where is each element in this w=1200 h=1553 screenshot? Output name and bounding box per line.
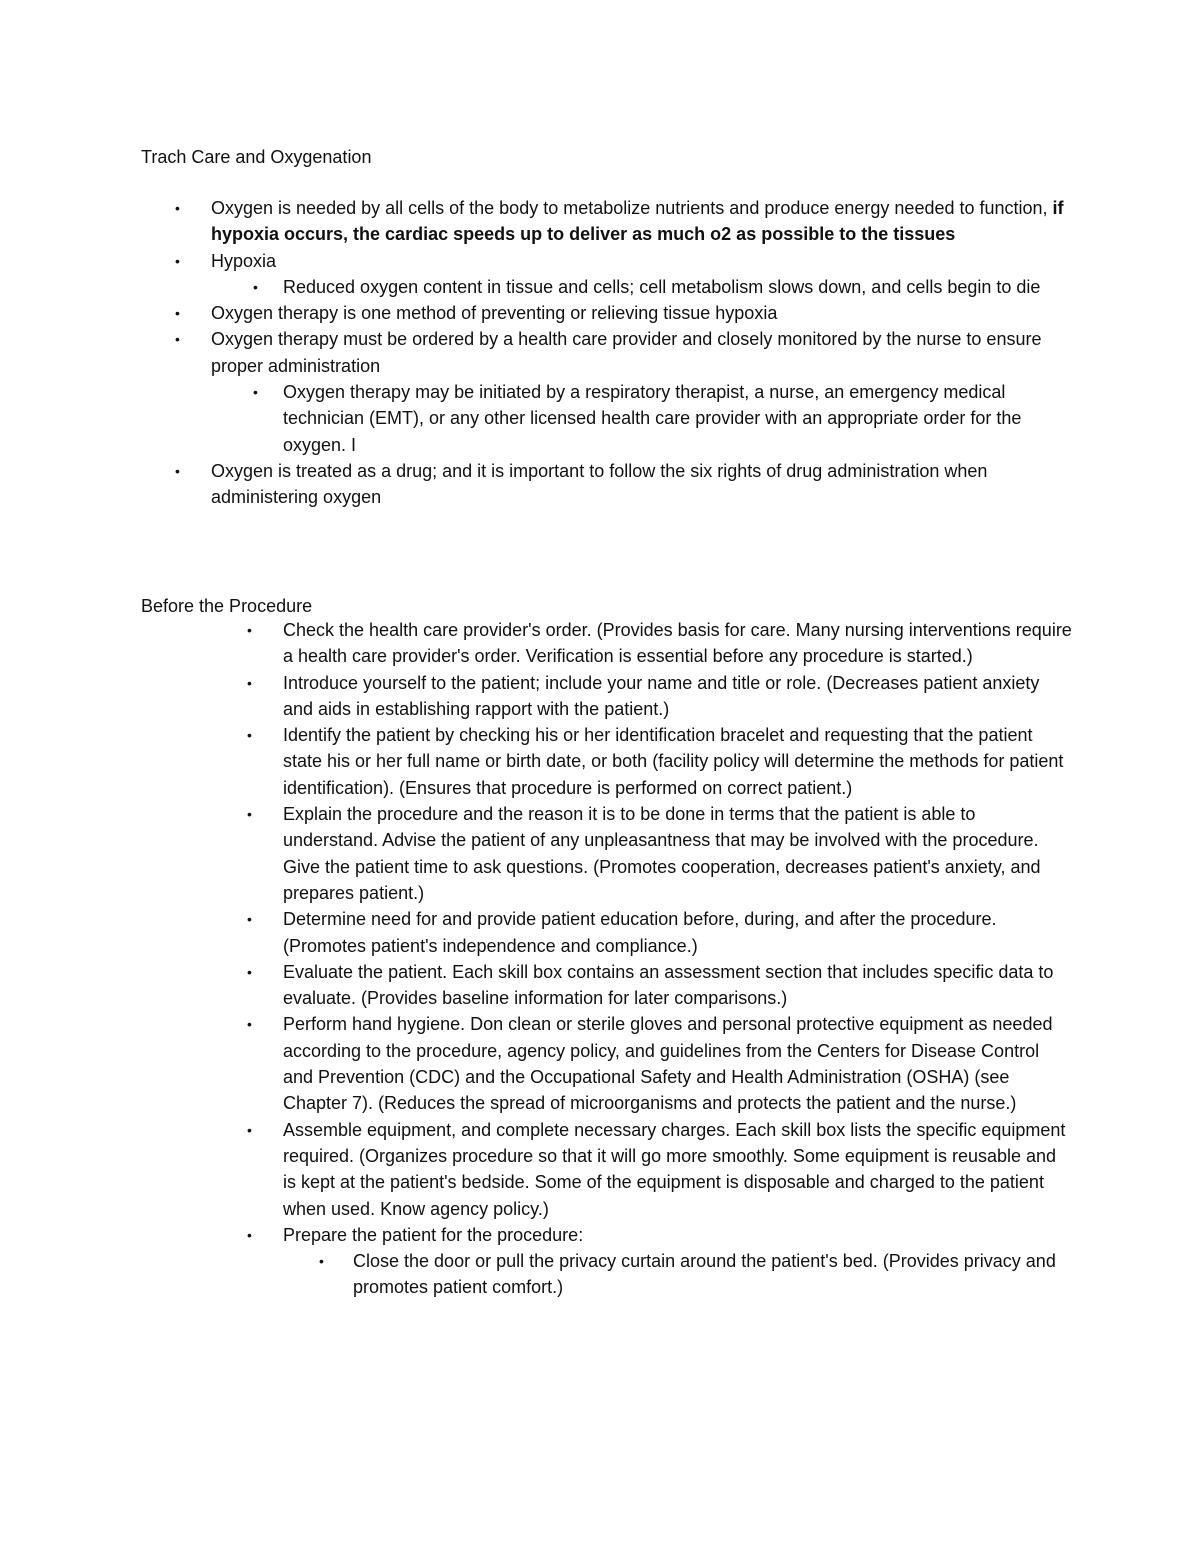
hypoxia-sub-list	[253, 274, 1071, 300]
list-item-text: Assemble equipment, and complete necessary charges. Each skill box lists the specific equipment required. (Organizes procedure so that it will go more smoothly. Some equipment is reusable and is kept at the patient's bedside. Some of the equipment is disposable and charged to the patient when used. Know agency policy.)	[283, 1119, 1066, 1219]
section-heading: Before the Procedure	[141, 596, 313, 616]
bullet-icon: •	[253, 384, 258, 401]
sub-list-item-text: Close the door or pull the privacy curtain around the patient's bed. (Provides privacy and promotes patient comfort.)	[353, 1251, 1056, 1298]
procedure-bullet-list	[247, 617, 1073, 1301]
sub-list-item	[253, 274, 1071, 300]
bullet-icon: •	[175, 200, 180, 216]
list-item-text: Hypoxia	[211, 250, 277, 271]
bullet-icon: •	[175, 305, 180, 322]
list-item-text: Perform hand hygiene. Don clean or sterile gloves and personal protective equipment as needed according to the procedure, agency policy, and guidelines from the Centers for Disease Control and Prevention (CDC) and the Occupational Safety and Health Administration (OSHA) (see Chapter 7). (Reduces the spread of microorganisms and protects the patient and the nurse.)	[283, 1014, 1053, 1114]
sub-list-item-text: Reduced oxygen content in tissue and cells; cell metabolism slows down, and cells begin to die	[283, 276, 1041, 297]
list-item	[175, 195, 1071, 248]
sub-list-item	[253, 379, 1071, 458]
list-item-text: Determine need for and provide patient education before, during, and after the procedure. (Promotes patient's independence and compliance.)	[283, 909, 997, 956]
bullet-icon: •	[247, 622, 252, 638]
list-item-text: Explain the procedure and the reason it is to be done in terms that the patient is able to understand. Advise the patient of any unpleasantness that may be involved with the procedure. Give the patient time to ask questions. (Promotes cooperation, decreases patient's anxiety, and prepares patient.)	[283, 804, 1041, 903]
list-item	[175, 326, 1071, 457]
bullet-icon: •	[247, 806, 252, 823]
sub-list-item-text: Oxygen therapy may be initiated by a respiratory therapist, a nurse, an emergency medical technician (EMT), or any other licensed health care provider with an appropriate order for the oxygen. I	[283, 382, 1022, 455]
list-item-text: Oxygen is treated as a drug; and it is important to follow the six rights of drug administration when administering oxygen	[211, 460, 988, 508]
list-item-text: Oxygen therapy is one method of preventing or relieving tissue hypoxia	[211, 303, 778, 324]
list-item-text: Introduce yourself to the patient; include your name and title or role. (Decreases patient anxiety and aids in establishing rapport with the patient.)	[283, 672, 1040, 719]
oxygen-therapy-sub-list	[253, 379, 1071, 458]
list-item	[175, 248, 1071, 301]
bullet-icon: •	[247, 911, 252, 928]
prepare-patient-sub-list	[319, 1248, 1073, 1301]
list-item	[247, 1011, 1073, 1116]
list-item	[247, 959, 1073, 1012]
bullet-icon: •	[175, 462, 180, 479]
bullet-icon: •	[247, 1226, 252, 1243]
document-title: Trach Care and Oxygenation	[141, 147, 372, 167]
bullet-icon: •	[247, 727, 252, 744]
list-item	[247, 617, 1073, 670]
oxygenation-bullet-list	[175, 195, 1071, 511]
list-item-text: Check the health care provider's order. (Provides basis for care. Many nursing interventions require a health care provider's order. Verification is essential before any procedure is started.)	[283, 620, 1072, 667]
list-item	[175, 300, 1071, 326]
bullet-icon: •	[175, 331, 180, 348]
list-item-text: Oxygen is needed by all cells of the body to metabolize nutrients and produce energy needed to function,	[211, 198, 1053, 218]
list-item	[247, 801, 1073, 906]
list-item-text: Identify the patient by checking his or her identification bracelet and requesting that the patient state his or her full name or birth date, or both (facility policy will determine the methods for patient identification). (Ensures that procedure is performed on correct patient.)	[283, 725, 1064, 798]
list-item	[247, 1117, 1073, 1222]
list-item-text: Prepare the patient for the procedure:	[283, 1224, 584, 1245]
sub-list-item	[319, 1248, 1073, 1301]
list-item-text: Evaluate the patient. Each skill box contains an assessment section that includes specific data to evaluate. (Provides baseline information for later comparisons.)	[283, 961, 1054, 1009]
bullet-icon: •	[319, 1253, 324, 1270]
bullet-icon: •	[247, 1016, 252, 1033]
list-item	[247, 906, 1073, 959]
list-item	[247, 670, 1073, 723]
list-item	[175, 458, 1071, 511]
bullet-icon: •	[247, 674, 252, 691]
list-item	[247, 722, 1073, 801]
bullet-icon: •	[247, 963, 252, 980]
list-item-text: Oxygen therapy must be ordered by a health care provider and closely monitored by the nurse to ensure proper administration	[211, 329, 1042, 376]
bullet-icon: •	[253, 278, 258, 295]
list-item-bold-text: if hypoxia occurs, the cardiac speeds up to deliver as much o2 as possible to the tissues	[211, 198, 1064, 245]
bullet-icon: •	[247, 1121, 252, 1138]
list-item	[247, 1222, 1073, 1301]
bullet-icon: •	[175, 252, 180, 269]
